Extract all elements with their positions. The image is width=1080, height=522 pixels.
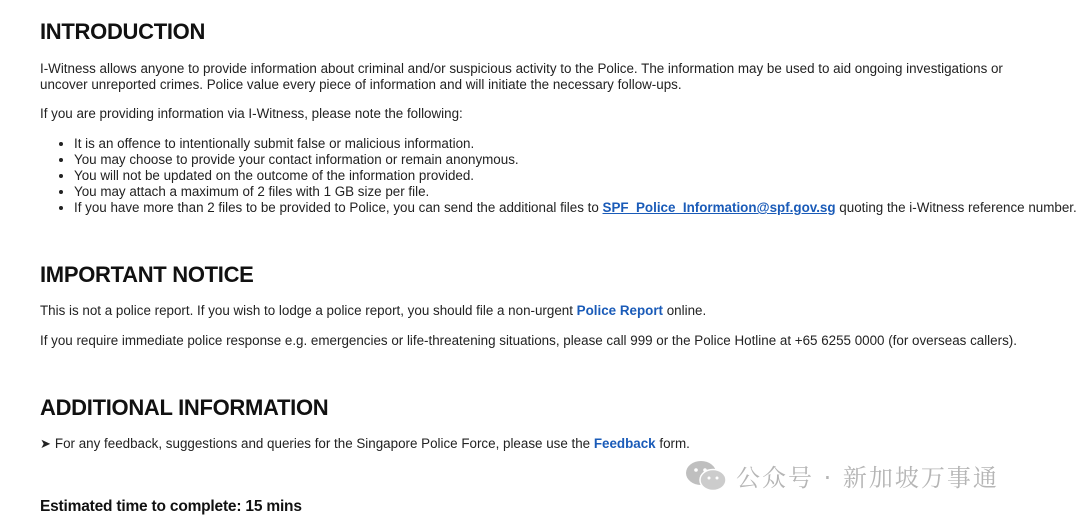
wechat-icon xyxy=(684,459,728,493)
list-item: • It is an offence to intentionally submit false or malicious information. xyxy=(74,136,1080,152)
introduction-heading: INTRODUCTION xyxy=(40,19,206,44)
intro-notes-list xyxy=(40,136,1080,216)
notice-text: online. xyxy=(663,303,707,318)
list-item-text: quoting the i-Witness reference number. xyxy=(835,200,1077,215)
notice-paragraph-1 xyxy=(40,303,706,319)
feedback-link[interactable]: Feedback xyxy=(593,436,656,451)
list-item: • You may choose to provide your contact information or remain anonymous. xyxy=(74,152,1080,168)
watermark-text: 公众号 · 新加坡万事通 xyxy=(736,464,999,492)
arrow-icon: ➤ xyxy=(40,436,51,451)
email-link[interactable]: SPF_Police_Information@spf.gov.sg xyxy=(602,200,836,215)
list-item xyxy=(74,200,1080,216)
additional-paragraph xyxy=(40,436,690,452)
intro-paragraph-1: I-Witness allows anyone to provide information about criminal and/or suspicious activity to the Police. The information may be used to aid ongoing investigations or uncover unreported crimes. Police value every piece of information and will initiate the necessary follow-ups. xyxy=(40,61,1003,92)
list-item: • You will not be updated on the outcome of the information provided. xyxy=(74,168,1080,184)
additional-information-heading: ADDITIONAL INFORMATION xyxy=(40,395,329,420)
important-notice-heading: IMPORTANT NOTICE xyxy=(40,262,254,287)
intro-paragraph-2: If you are providing information via I-Witness, please note the following: xyxy=(40,106,463,121)
police-report-link[interactable]: Police Report xyxy=(576,303,663,318)
additional-text: For any feedback, suggestions and queries for the Singapore Police Force, please use the xyxy=(54,436,594,451)
list-item: • You may attach a maximum of 2 files with 1 GB size per file. xyxy=(74,184,1080,200)
additional-text: form. xyxy=(655,436,690,451)
notice-paragraph-2: If you require immediate police response e.g. emergencies or life-threatening situations, please call 999 or the Police Hotline at +65 6255 0000 (for overseas callers). xyxy=(40,333,1017,348)
watermark xyxy=(684,458,999,493)
notice-text: This is not a police report. If you wish to lodge a police report, you should file a non-urgent xyxy=(40,303,577,318)
list-item-text: If you have more than 2 files to be provided to Police, you can send the additional files to xyxy=(74,200,603,215)
estimated-time: Estimated time to complete: 15 mins xyxy=(40,498,302,515)
